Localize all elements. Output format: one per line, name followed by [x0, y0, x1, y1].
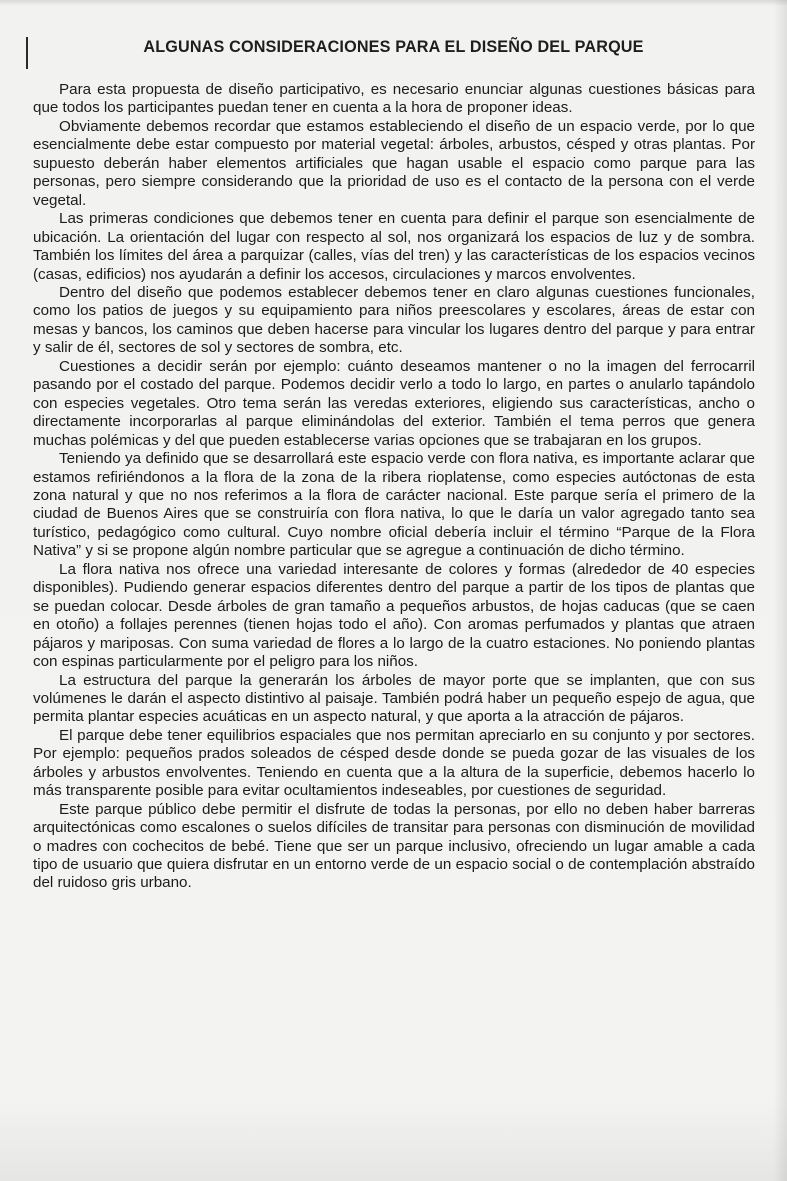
- paragraph-3: Las primeras condiciones que debemos tener en cuenta para definir el parque son esencialmente de ubicación. La orientación del lugar con respecto al sol, nos organizará los espacios de luz y de sombra. También los límites del área a parquizar (calles, vías del tren) y las características de los espacios vecinos (casas, edificios) nos ayudarán a definir los accesos, circulaciones y marcos envolventes.: [33, 210, 755, 283]
- body-text: [33, 81, 755, 893]
- paragraph-8: La estructura del parque la generarán los árboles de mayor porte que se implanten, que con sus volúmenes le darán el aspecto distintivo al paisaje. También podrá haber un pequeño espejo de agua, que permita plantar especies acuáticas en un aspecto natural, y que aporta a la atracción de pájaros.: [33, 671, 755, 726]
- paragraph-9: El parque debe tener equilibrios espaciales que nos permitan apreciarlo en su conjunto y por sectores. Por ejemplo: pequeños prados soleados de césped desde donde se pueda gozar de las visuales de los árboles y arbustos envolventes. Teniendo en cuenta que a la altura de la superficie, debemos hacerlo lo más transparente posible para evitar ocultamientos indeseables, por cuestiones de seguridad.: [33, 726, 755, 800]
- paragraph-1: Para esta propuesta de diseño participativo, es necesario enunciar algunas cuestiones básicas para que todos los participantes puedan tener en cuenta a la hora de proponer ideas.: [33, 81, 755, 117]
- paragraph-5: Cuestiones a decidir serán por ejemplo: cuánto deseamos mantener o no la imagen del ferrocarril pasando por el costado del parque. Podemos decidir verlo a todo lo largo, en partes o anularlo tapándolo con especies vegetales. Otro tema serán las veredas exteriores, eligiendo sus características, ancho o directamente incorporarlas al parque eliminándolas del exterior. También el tema perros que genera muchas polémicas y del que pueden establecerse varias opciones que se trabajaran en los grupos.: [33, 357, 755, 449]
- paragraph-10: Este parque público debe permitir el disfrute de todas la personas, por ello no deben haber barreras arquitectónicas como escalones o suelos difíciles de transitar para personas con disminución de movilidad o madres con cochecitos de bebé. Tiene que ser un parque inclusivo, ofreciendo un lugar amable a cada tipo de usuario que quiera disfrutar en un entorno verde de un espacio social o de contemplación abstraído del ruidoso gris urbano.: [33, 800, 755, 892]
- paragraph-4: Dentro del diseño que podemos establecer debemos tener en claro algunas cuestiones funcionales, como los patios de juegos y su equipamiento para niños preescolares y escolares, áreas de estar con mesas y bancos, los caminos que deben hacerse para vincular los lugares dentro del parque y para entrar y salir de él, sectores de sol y sectores de sombra, etc.: [33, 283, 755, 357]
- paragraph-2: Obviamente debemos recordar que estamos estableciendo el diseño de un espacio verde, por lo que esencialmente debe estar compuesto por material vegetal: árboles, arbustos, césped y otras plantas. Por supuesto deberán haber elementos artificiales que hagan usable el espacio como parque para las personas, pero siempre considerando que la prioridad de uso es el contacto de la persona con el verde vegetal.: [33, 117, 755, 209]
- paragraph-6: Teniendo ya definido que se desarrollará este espacio verde con flora nativa, es importante aclarar que estamos refiriéndonos a la flora de la zona de la ribera rioplatense, como especies autóctonas de esta zona natural y que no nos referimos a la flora de carácter nacional. Este parque sería el primero de la ciudad de Buenos Aires que se construiría con flora nativa, lo que le daría un valor agregado tanto sea turístico, pedagógico como cultural. Cuyo nombre oficial debería incluir el término “Parque de la Flora Nativa” y si se propone algún nombre particular que se agregue a continuación de dicho término.: [33, 450, 755, 560]
- document-title: ALGUNAS CONSIDERACIONES PARA EL DISEÑO DEL PARQUE: [143, 38, 644, 56]
- page-edge-shadow: [773, 0, 787, 1181]
- paragraph-7: La flora nativa nos ofrece una variedad interesante de colores y formas (alrededor de 40 especies disponibles). Pudiendo generar espacios diferentes dentro del parque a partir de los tipos de plantas que se puedan colocar. Desde árboles de gran tamaño a pequeños arbustos, de hojas caducas (que se caen en otoño) a follajes perennes (tienen hojas todo el año). Con aromas perfumados y plantas que atraen pájaros y mariposas. Con suma variedad de flores a lo largo de la cuatro estaciones. No poniendo plantas con espinas particularmente por el peligro para los niños.: [33, 560, 755, 671]
